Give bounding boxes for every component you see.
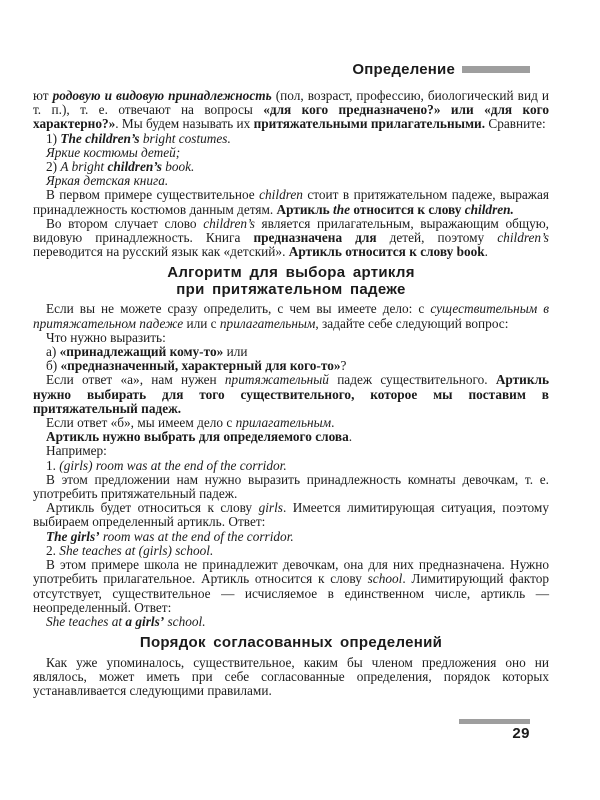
paragraph: [33, 188, 549, 216]
text-run: book.: [161, 159, 195, 175]
text-run: Если вы не можете сразу определить, с чем вы имеете дело: с: [46, 301, 431, 317]
text-run: переводится на русский язык как «детский».: [33, 244, 289, 260]
text-run: school: [367, 571, 403, 587]
example-line: [33, 345, 549, 359]
text-run: «предназначенный, характерный для кого-то»: [60, 358, 341, 374]
paragraph: [33, 331, 549, 345]
example-line: [33, 544, 549, 558]
example-line: [33, 459, 549, 473]
page-content: [33, 89, 549, 698]
text-run: bright costumes.: [142, 130, 231, 146]
text-run: Артикль относится к слову book: [288, 244, 485, 260]
text-run: Если ответ «б», мы имеем дело с: [46, 415, 236, 431]
paragraph: [33, 444, 549, 458]
text-run: (пол, возраст, профессию, биологический вид и т. п.), т. е. отвечают на вопросы: [33, 88, 549, 118]
text-run: (girls) room was at the end of the corridor.: [59, 457, 287, 473]
text-run: .: [348, 429, 353, 445]
text-run: . Мы будем называть их: [115, 116, 254, 132]
text-run: ?: [340, 358, 347, 374]
text-run: The girls’: [46, 528, 100, 544]
example-line: [33, 132, 549, 146]
text-run: children: [259, 187, 303, 203]
text-run: Во втором случает слово: [46, 215, 204, 231]
text-run: а): [46, 344, 60, 360]
text-run: .: [331, 415, 335, 431]
text-run: . Лимитирующий фактор отсутствует, существительное — исчисляемое в единственном числе, артикль — неопределенный. Ответ:: [33, 571, 550, 615]
section-heading: Алгоритм для выбора артикля при притяжательном падеже: [167, 264, 415, 298]
text-run: притяжательный: [224, 372, 329, 388]
footer-bar: [459, 719, 530, 724]
text-run: стоит в притяжательном падеже, выражая принадлежность костюмов данным детям.: [33, 187, 549, 217]
text-run: A bright: [60, 159, 108, 175]
text-run: girls: [258, 500, 283, 516]
text-run: children’s: [203, 215, 255, 231]
text-run: Что нужно выразить:: [46, 329, 166, 345]
text-run: children.: [464, 201, 514, 217]
text-run: прилагательным: [219, 315, 316, 331]
text-run: Как уже упоминалось, существительное, каким бы членом предложения оно ни являлось, может иметь при себе согласованные определения, порядок которых устанавливается следующими правилами.: [33, 654, 549, 699]
example-line: [33, 359, 549, 373]
text-run: В этом предложении нам нужно выразить принадлежность комнаты девочкам, т. е. употребить притяжательный падеж.: [33, 471, 549, 502]
text-run: 1.: [46, 457, 60, 473]
example-line: [33, 146, 549, 160]
example-line: [33, 615, 549, 629]
paragraph: [33, 89, 549, 132]
text-run: . Имеется лимитирующая ситуация, поэтому выбираем определенный артикль. Ответ:: [33, 500, 549, 530]
text-run: 2): [46, 159, 61, 175]
example-line: [33, 174, 549, 188]
text-run: She teaches at (girls) school.: [59, 542, 214, 558]
text-run: б): [46, 358, 61, 374]
text-run: Яркие костюмы детей;: [46, 144, 181, 160]
text-run: предназначена для: [253, 230, 377, 246]
text-run: детей, поэтому: [376, 230, 498, 246]
text-run: Артикль нужно выбрать для определяемого слова: [46, 429, 349, 445]
text-run: В первом примере существительное: [46, 187, 260, 203]
paragraph: [33, 416, 549, 430]
text-run: Артикль нужно выбирать для того существительного, которое мы поставим в притяжательный падеж.: [33, 372, 549, 416]
text-run: Если ответ «а», нам нужен: [46, 372, 225, 388]
example-line: [33, 530, 549, 544]
text-run: ют: [33, 88, 53, 103]
text-run: относится к слову: [350, 201, 465, 217]
text-run: 2.: [46, 542, 60, 558]
text-run: Артикль: [276, 201, 334, 217]
text-run: В этом примере школа не принадлежит девочкам, она для них предназначена. Нужно употребить прилагательное. Артикль относится к слову: [33, 557, 549, 587]
text-run: .: [484, 244, 488, 260]
page-header: [352, 61, 530, 78]
text-run: прилагательным: [235, 415, 332, 431]
text-run: children’s: [107, 159, 162, 175]
text-run: существительным в притяжательном падеже: [33, 301, 549, 331]
text-run: Яркая детская книга.: [46, 173, 169, 189]
paragraph: [33, 430, 549, 444]
paragraph: [33, 558, 549, 615]
text-run: Например:: [46, 443, 107, 459]
text-run: «принадлежащий кому-то»: [59, 344, 224, 360]
text-run: , задайте себе следующий вопрос:: [315, 315, 509, 331]
section-header-title: Определение: [352, 61, 455, 78]
text-run: the: [333, 201, 351, 217]
text-run: Сравните:: [485, 116, 546, 132]
example-line: [33, 160, 549, 174]
paragraph: [33, 473, 549, 501]
text-run: Артикль будет относиться к слову: [46, 500, 259, 516]
text-run: children’s: [497, 230, 549, 246]
paragraph: [33, 217, 549, 260]
text-run: падеж существительного.: [328, 372, 496, 388]
text-run: a girls’: [125, 613, 165, 629]
text-run: 1): [46, 130, 61, 146]
header-bar: [462, 66, 530, 73]
paragraph: [33, 501, 549, 529]
text-run: или: [223, 344, 248, 360]
text-run: родовую и видовую принадлежность: [52, 88, 272, 103]
text-run: room was at the end of the corridor.: [99, 528, 294, 544]
paragraph: [33, 302, 549, 330]
paragraph: [33, 656, 549, 699]
text-run: «для кого предназначено?» или «для кого характерно?»: [33, 102, 550, 132]
text-run: является прилагательным, выражающим общую, видовую принадлежность. Книга: [33, 215, 550, 246]
text-run: She teaches at: [46, 613, 126, 629]
page-number: 29: [512, 725, 530, 742]
section-heading: Порядок согласованных определений: [139, 634, 443, 652]
text-run: притяжательными прилагательными.: [253, 116, 486, 132]
text-run: или с: [183, 315, 220, 331]
text-run: school.: [164, 613, 206, 629]
text-run: The children’s: [60, 130, 143, 146]
paragraph: [33, 373, 549, 416]
